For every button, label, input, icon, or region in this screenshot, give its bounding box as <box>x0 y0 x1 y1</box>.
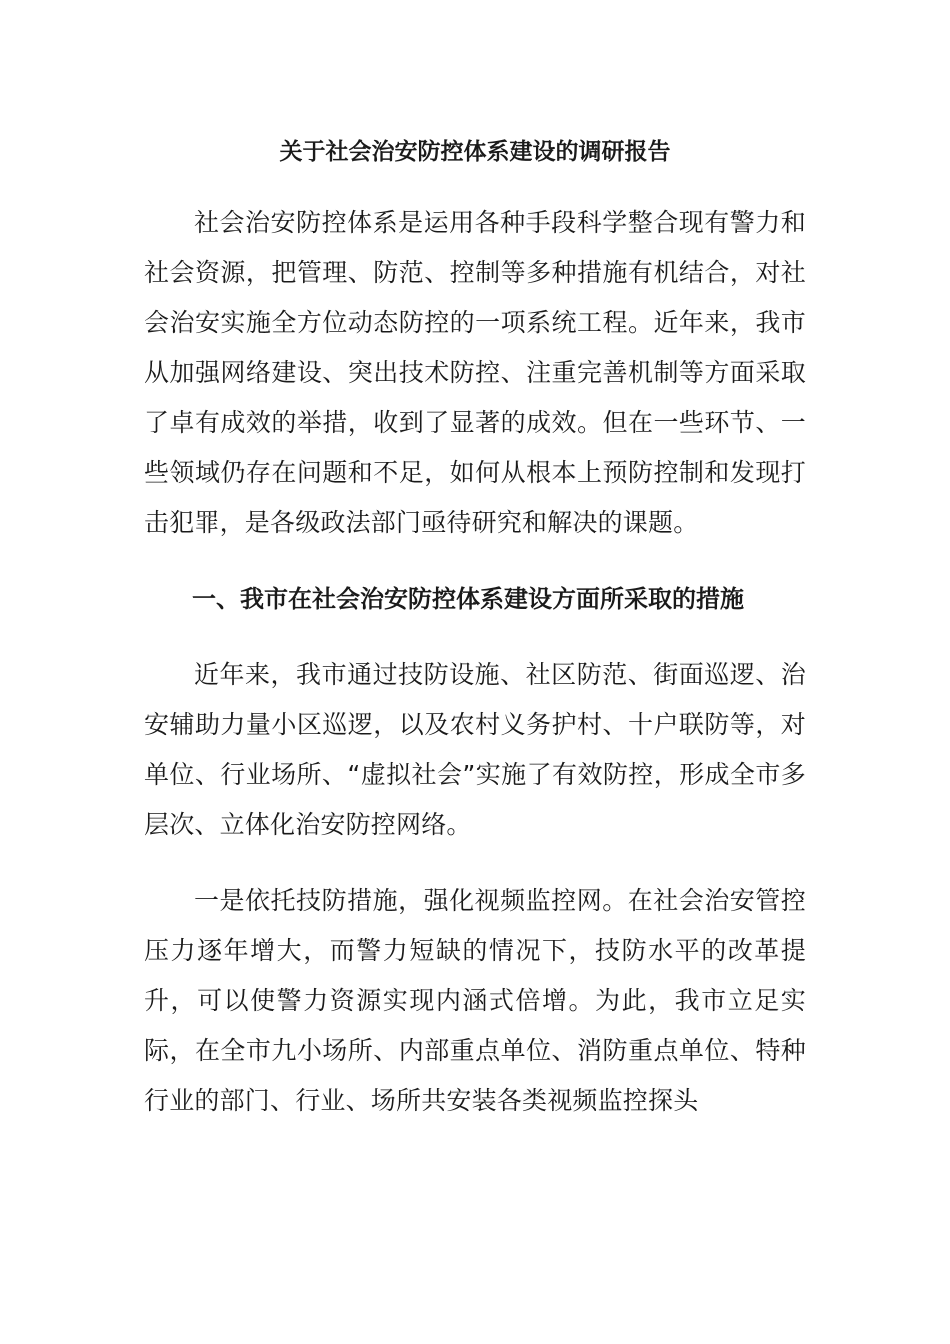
intro-paragraph: 社会治安防控体系是运用各种手段科学整合现有警力和社会资源，把管理、防范、控制等多种措施有机结合，对社会治安实施全方位动态防控的一项系统工程。近年来，我市从加强网络建设、突出技术防控、注重完善机制等方面采取了卓有成效的举措，收到了显著的成效。但在一些环节、一些领域仍存在问题和不足，如何从根本上预防控制和发现打击犯罪，是各级政法部门亟待研究和解决的课题。 <box>144 208 806 537</box>
paragraph-spacer <box>144 850 806 876</box>
document-body <box>144 128 806 1126</box>
document-title: 关于社会治安防控体系建设的调研报告 <box>279 139 671 165</box>
body-paragraph: 一是依托技防措施，强化视频监控网。在社会治安管控压力逐年增大，而警力短缺的情况下，技防水平的改革提升，可以使警力资源实现内涵式倍增。为此，我市立足实际，在全市九小场所、内部重点单位、消防重点单位、特种行业的部门、行业、场所共安装各类视频监控探头 <box>144 886 806 1115</box>
body-paragraph: 近年来，我市通过技防设施、社区防范、街面巡逻、治安辅助力量小区巡逻，以及农村义务护村、十户联防等，对单位、行业场所、“虚拟社会”实施了有效防控，形成全市多层次、立体化治安防控网络。 <box>144 660 806 839</box>
section-heading: 一、我市在社会治安防控体系建设方面所采取的措施 <box>192 585 744 613</box>
